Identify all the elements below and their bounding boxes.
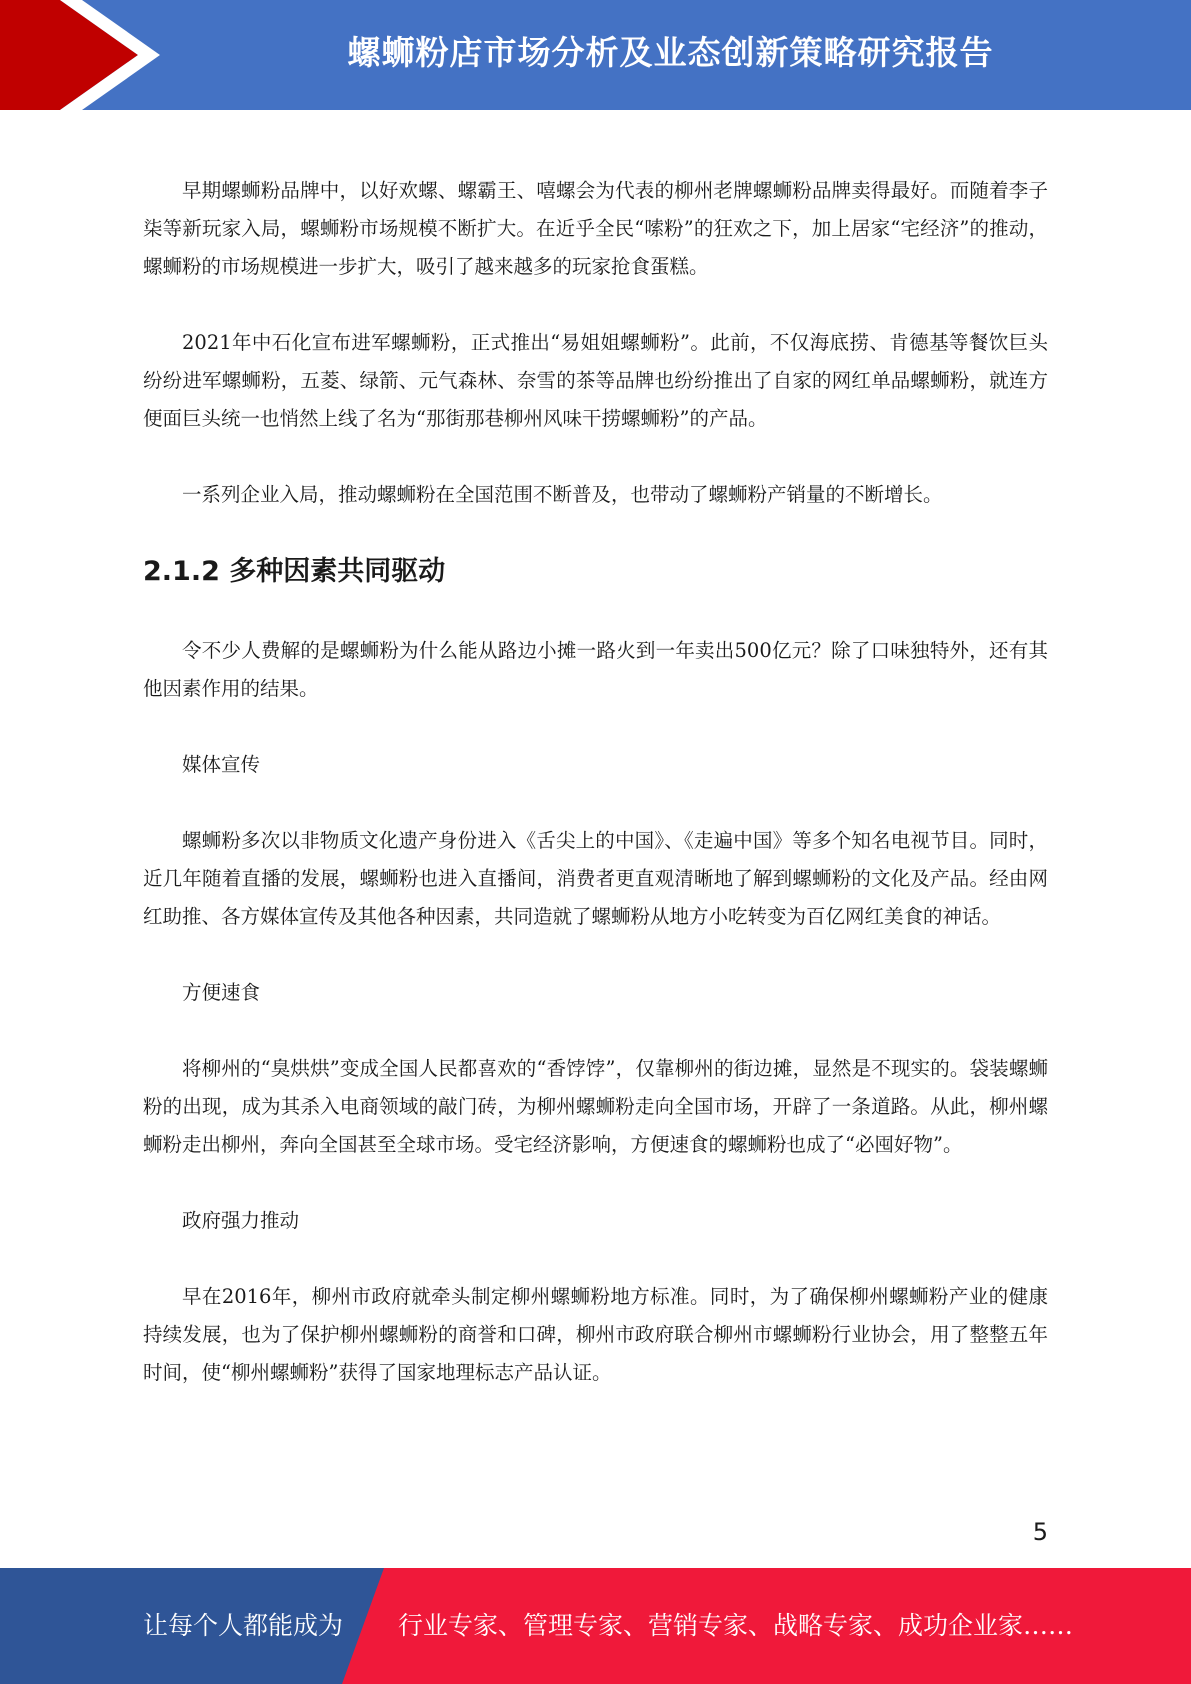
paragraph: 令不少人费解的是螺蛳粉为什么能从路边小摊一路火到一年卖出500亿元？除了口味独特外，还有其他因素作用的结果。 [143, 639, 1048, 700]
footer-banner [0, 1568, 1191, 1684]
chevron-arrow-icon [0, 0, 160, 110]
section-heading: 2.1.2 多种因素共同驱动 [143, 556, 446, 587]
paragraph: 将柳州的“臭烘烘”变成全国人民都喜欢的“香饽饽”，仅靠柳州的街边摊，显然是不现实的。袋装螺蛳粉的出现，成为其杀入电商领域的敲门砖，为柳州螺蛳粉走向全国市场，开辟了一条道路。从此，柳州螺蛳粉走出柳州，奔向全国甚至全球市场。受宅经济影响，方便速食的螺蛳粉也成了“必囤好物”。 [143, 1057, 1048, 1156]
factor-title: 媒体宣传 [182, 753, 261, 776]
paragraph: 早在2016年，柳州市政府就牵头制定柳州螺蛳粉地方标准。同时，为了确保柳州螺蛳粉产业的健康持续发展，也为了保护柳州螺蛳粉的商誉和口碑，柳州市政府联合柳州市螺蛳粉行业协会，用了整整五年时间，使“柳州螺蛳粉”获得了国家地理标志产品认证。 [143, 1285, 1048, 1384]
paragraph: 2021年中石化宣布进军螺蛳粉，正式推出“易姐姐螺蛳粉”。此前，不仅海底捞、肯德基等餐饮巨头纷纷进军螺蛳粉，五菱、绿箭、元气森林、奈雪的茶等品牌也纷纷推出了自家的网红单品螺蛳粉，就连方便面巨头统一也悄然上线了名为“那街那巷柳州风味干捞螺蛳粉”的产品。 [143, 331, 1048, 430]
paragraph: 一系列企业入局，推动螺蛳粉在全国范围不断普及，也带动了螺蛳粉产销量的不断增长。 [182, 483, 943, 506]
header-banner [0, 0, 1191, 110]
factor-title: 政府强力推动 [182, 1209, 300, 1232]
factor-title: 方便速食 [182, 981, 261, 1004]
paragraph: 早期螺蛳粉品牌中，以好欢螺、螺霸王、嘻螺会为代表的柳州老牌螺蛳粉品牌卖得最好。而随着李子柒等新玩家入局，螺蛳粉市场规模不断扩大。在近乎全民“嗦粉”的狂欢之下，加上居家“宅经济”的推动，螺蛳粉的市场规模进一步扩大，吸引了越来越多的玩家抢食蛋糕。 [143, 179, 1048, 278]
footer-slogan-right: 行业专家、管理专家、营销专家、战略专家、成功企业家…… [398, 1611, 1074, 1640]
page-content [143, 172, 1048, 1430]
paragraph: 螺蛳粉多次以非物质文化遗产身份进入《舌尖上的中国》、《走遍中国》等多个知名电视节目。同时，近几年随着直播的发展，螺蛳粉也进入直播间，消费者更直观清晰地了解到螺蛳粉的文化及产品。经由网红助推、各方媒体宣传及其他各种因素，共同造就了螺蛳粉从地方小吃转变为百亿网红美食的神话。 [143, 829, 1048, 928]
footer-slogan-left: 让每个人都能成为 [143, 1611, 344, 1640]
page-number: 5 [1032, 1518, 1048, 1546]
report-title: 螺蛳粉店市场分析及业态创新策略研究报告 [347, 33, 994, 72]
